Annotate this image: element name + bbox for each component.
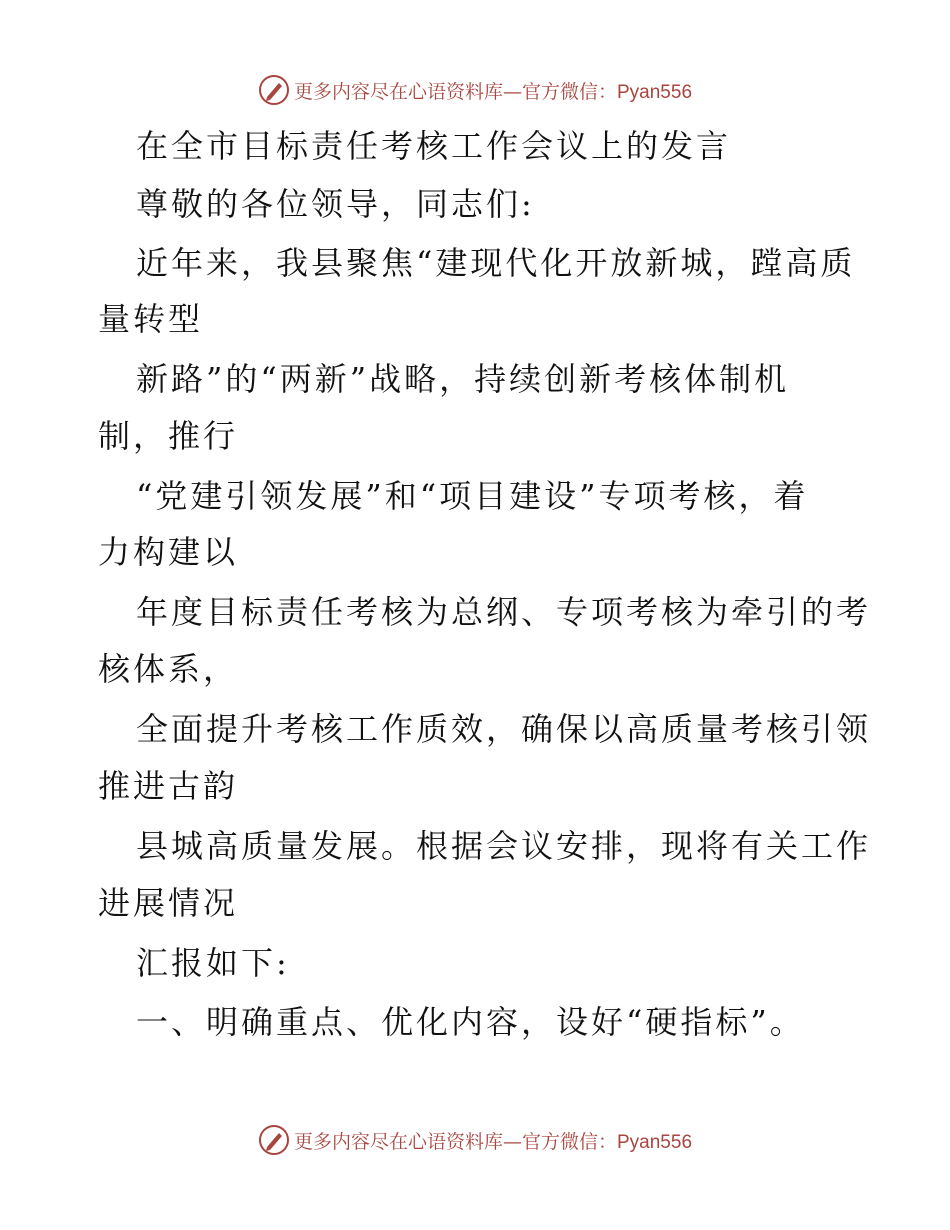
paragraph-line: 量转型 (98, 300, 204, 338)
watermark-text: 更多内容尽在心语资料库—官方微信：Pyan556 (293, 80, 693, 103)
header-watermark (0, 72, 950, 108)
paragraph-line: 汇报如下: (136, 944, 290, 982)
watermark-handle: Pyan556 (617, 1131, 693, 1153)
document-title: 在全市目标责任考核工作会议上的发言 (136, 127, 732, 165)
pen-logo-icon (258, 74, 290, 106)
paragraph-line: 近年来，我县聚焦“建现代化开放新城，蹚高质 (136, 244, 856, 282)
paragraph-line: 推进古韵 (98, 767, 239, 805)
salutation: 尊敬的各位领导，同志们: (136, 185, 535, 223)
paragraph-line: 进展情况 (98, 884, 239, 922)
paragraph-line: 年度目标责任考核为总纲、专项考核为牵引的考 (136, 593, 872, 631)
paragraph-line: 核体系， (98, 650, 239, 688)
paragraph-line: 县城高质量发展。根据会议安排，现将有关工作 (136, 827, 872, 865)
paragraph-line: 制，推行 (98, 417, 239, 455)
paragraph-line: 新路”的“两新”战略，持续创新考核体制机 (136, 360, 790, 398)
section-heading: 一、明确重点、优化内容，设好“硬指标”。 (136, 1003, 805, 1041)
paragraph-line: 全面提升考核工作质效，确保以高质量考核引领 (136, 710, 872, 748)
paragraph-line: 力构建以 (98, 533, 239, 571)
watermark-handle: Pyan556 (617, 81, 693, 103)
pen-logo-icon (258, 1124, 290, 1156)
footer-watermark (0, 1122, 950, 1158)
paragraph-line: “党建引领发展”和“项目建设”专项考核，着 (136, 477, 809, 515)
watermark-text: 更多内容尽在心语资料库—官方微信：Pyan556 (293, 1130, 693, 1153)
